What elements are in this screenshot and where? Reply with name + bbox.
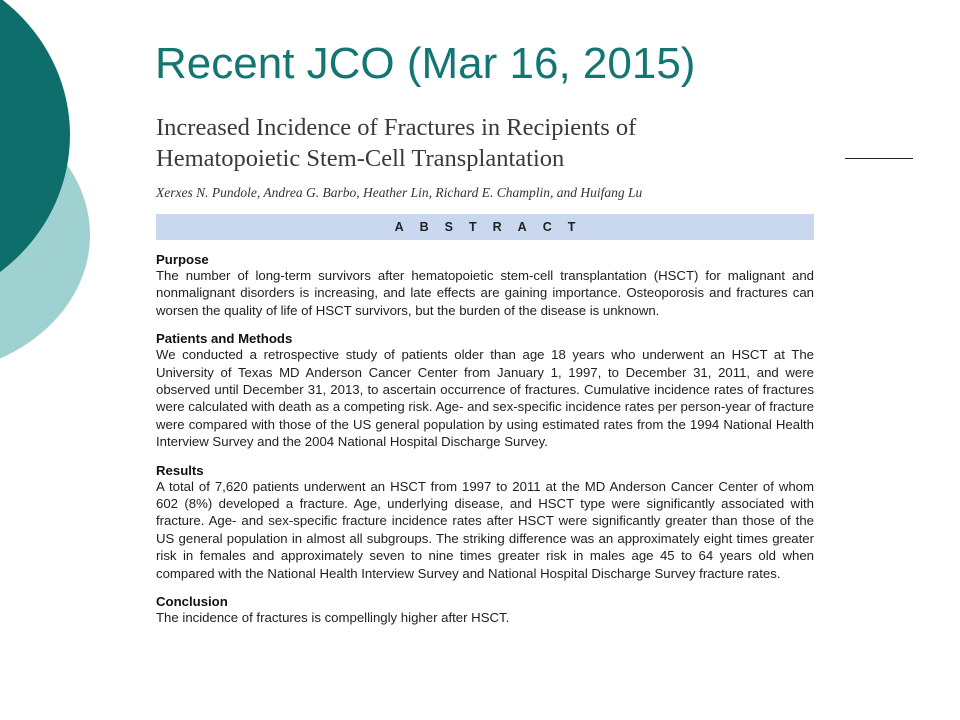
article-title [156,112,814,174]
section-conclusion [156,594,814,626]
article-authors: Xerxes N. Pundole, Andrea G. Barbo, Heather Lin, Richard E. Champlin, and Huifang Lu [156,185,643,200]
article-title-line-1: Increased Incidence of Fractures in Recipients of [156,114,637,141]
abstract-label: ABSTRACT [394,220,592,234]
section-heading: Purpose [156,252,209,267]
article-excerpt [156,112,814,627]
section-results [156,463,814,582]
decorative-rule [845,158,913,159]
section-heading: Patients and Methods [156,331,293,347]
section-patients-and-methods [156,331,814,450]
section-body: The incidence of fractures is compellingly higher after HSCT. [156,610,510,626]
section-purpose [156,252,814,319]
abstract-header-bar [156,214,814,240]
section-heading: Conclusion [156,594,228,610]
section-body: The number of long-term survivors after hematopoietic stem-cell transplantation (HSCT) for malignant and nonmalignant disorders is increasing, and late effects are gaining importance. Osteoporosis and fractures can worsen the quality of life of HSCT survivors, but the burden of the disease is unknown. [156,268,814,318]
section-body: We conducted a retrospective study of patients older than age 18 years who underwent an HSCT at The University of Texas MD Anderson Cancer Center from January 1, 1997, to December 31, 2011, and were observed until December 31, 2013, to ascertain occurrence of fractures. Cumulative incidence rates of fractures were calculated with death as a competing risk. Age- and sex-specific incidence rates per person-year of fracture were compared with those of the US general population by using estimated rates from the 1994 National Health Interview Survey and the 2004 National Hospital Discharge Survey. [156,347,814,450]
article-title-line-2: Hematopoietic Stem-Cell Transplantation [156,145,565,172]
section-heading: Results [156,462,204,478]
slide-title: Recent JCO (Mar 16, 2015) [155,39,696,88]
section-body: A total of 7,620 patients underwent an HSCT from 1997 to 2011 at the MD Anderson Cancer Center of whom 602 (8%) developed a fracture. Age, underlying disease, and HSCT type were significantly associated with fracture. Age- and sex-specific fracture incidence rates after HSCT were significantly greater than those of the US general population in almost all subgroups. The striking difference was an approximately eight times greater risk in females and approximately seven to nine times greater risk in males age 45 to 64 years old when compared with the National Health Interview Survey and National Hospital Discharge Survey fracture rates. [156,478,814,581]
